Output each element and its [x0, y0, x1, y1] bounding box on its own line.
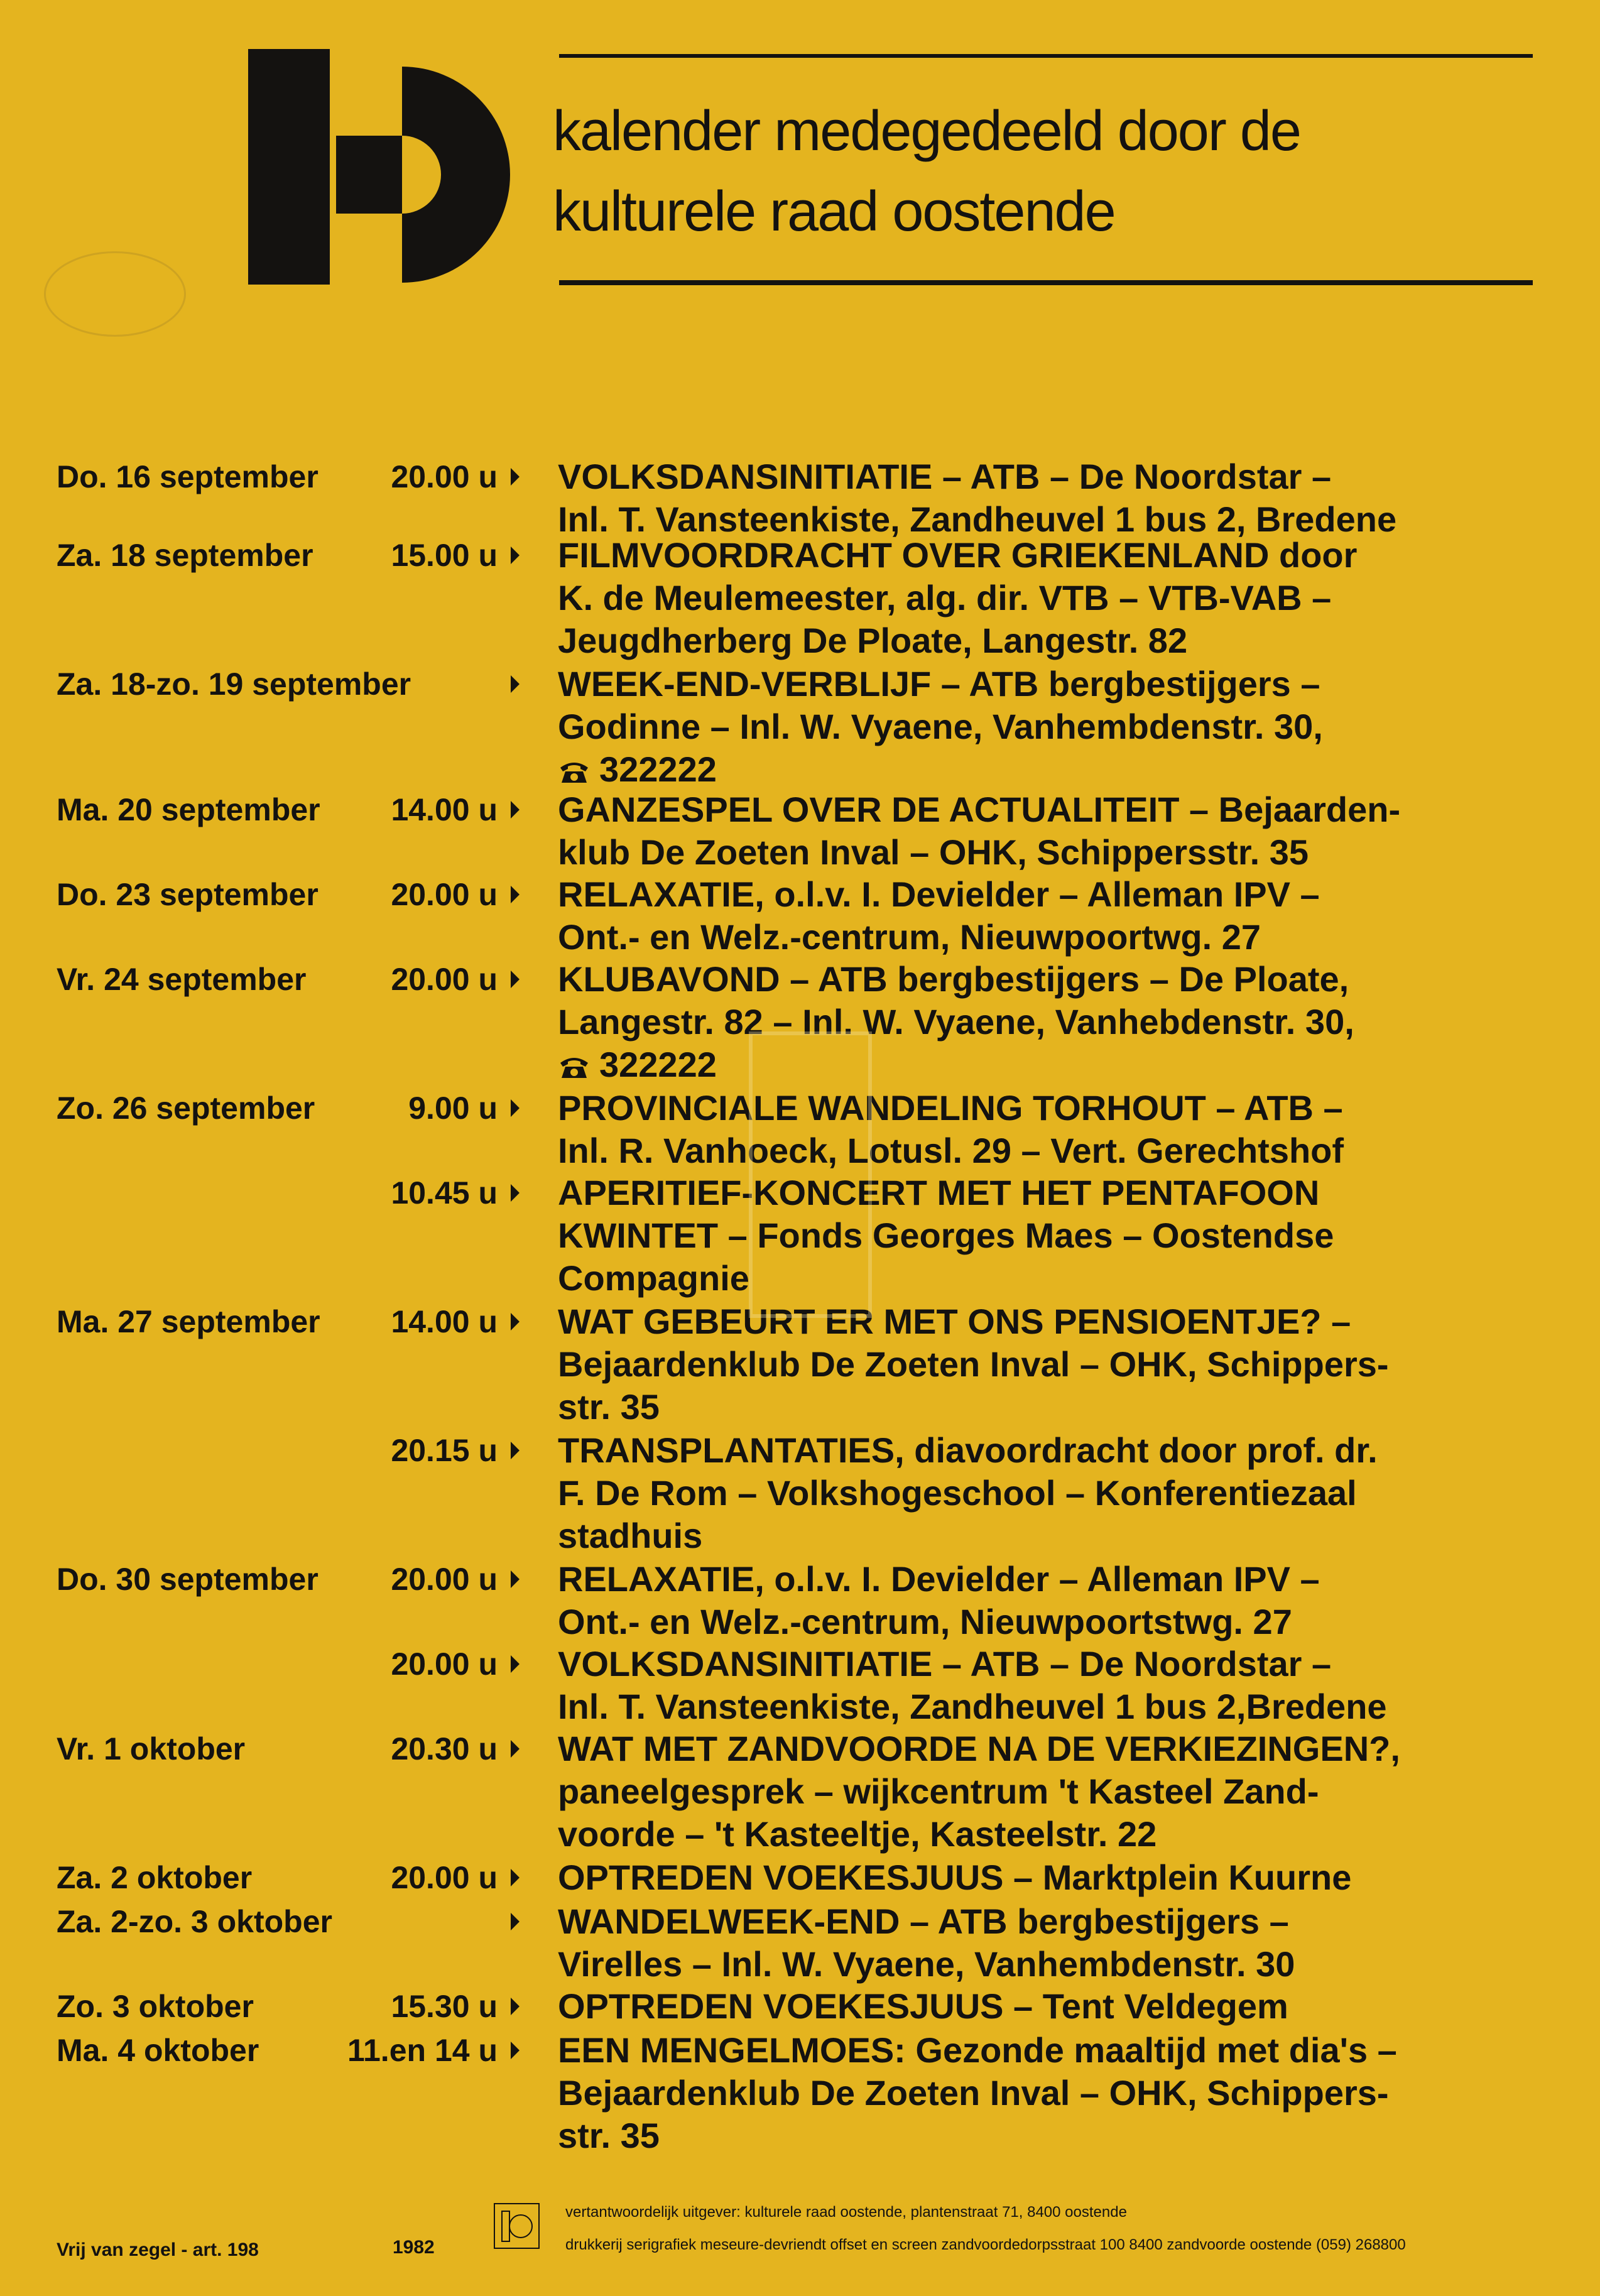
event-description-line: VOLKSDANSINITIATIE – ATB – De Noordstar –	[558, 457, 1332, 496]
event-date: Vr. 1 oktober	[57, 1731, 246, 1766]
event-description	[558, 1727, 1538, 1856]
event-description-line: GANZESPEL OVER DE ACTUALITEIT – Bejaarden-	[558, 790, 1401, 829]
event-date: Do. 30 september	[57, 1562, 318, 1597]
event-date: Za. 2-zo. 3 oktober	[57, 1904, 332, 1939]
footer-year: 1982	[393, 2237, 435, 2258]
event-description-line: FILMVOORDRACHT OVER GRIEKENLAND door	[558, 535, 1358, 575]
arrow-right-icon	[511, 1740, 520, 1758]
event-description-line: str. 35	[558, 2116, 660, 2155]
event-description	[558, 455, 1538, 541]
event-description-line: str. 35	[558, 1387, 660, 1427]
event-description	[558, 1087, 1538, 1172]
event-date: Za. 18-zo. 19 september	[57, 666, 411, 702]
event-description-line: paneelgesprek – wijkcentrum 't Kasteel Zand-	[558, 1771, 1319, 1811]
event-description-line: Compagnie	[558, 1258, 749, 1298]
header-top-rule	[559, 54, 1533, 58]
header-line-1: kalender medegedeeld door de	[553, 100, 1300, 163]
event-description	[558, 1856, 1538, 1899]
arrow-right-icon	[511, 1184, 520, 1202]
event-date: Do. 23 september	[57, 877, 318, 912]
event-description-line: TRANSPLANTATIES, diavoordracht door prof. dr.	[558, 1430, 1378, 1470]
event-description-line: PROVINCIALE WANDELING TORHOUT – ATB –	[558, 1088, 1343, 1128]
event-description	[558, 1643, 1538, 1728]
event-description	[558, 2029, 1538, 2157]
event-time: 20.00 u	[391, 1562, 498, 1597]
event-description-line: KLUBAVOND – ATB bergbestijgers – De Ploate,	[558, 959, 1349, 999]
event-description-line: KWINTET – Fonds Georges Maes – Oostendse	[558, 1216, 1334, 1255]
arrow-right-icon	[511, 1313, 520, 1330]
event-description	[558, 1172, 1538, 1300]
arrow-right-icon	[511, 2042, 520, 2059]
event-description-line: stadhuis	[558, 1516, 703, 1555]
event-date: Zo. 26 september	[57, 1091, 315, 1126]
event-time: 14.00 u	[391, 792, 498, 827]
event-description-line: Langestr. 82 – Inl. W. Vyaene, Vanhebdenstr. 30,	[558, 1002, 1354, 1042]
event-description	[558, 1300, 1538, 1428]
event-time: 14.00 u	[391, 1304, 498, 1339]
event-description-line: EEN MENGELMOES: Gezonde maaltijd met dia's –	[558, 2030, 1397, 2070]
event-date: Ma. 20 september	[57, 792, 320, 827]
event-description-line: Inl. T. Vansteenkiste, Zandheuvel 1 bus 2, Bredene	[558, 499, 1397, 539]
event-time: 20.15 u	[391, 1433, 498, 1468]
event-time: 10.45 u	[391, 1175, 498, 1211]
event-description-line: RELAXATIE, o.l.v. I. Devielder – Alleman IPV –	[558, 1559, 1320, 1599]
event-date: Za. 2 oktober	[57, 1860, 253, 1895]
event-description-line: VOLKSDANSINITIATIE – ATB – De Noordstar –	[558, 1644, 1332, 1684]
arrow-right-icon	[511, 1570, 520, 1588]
event-date: Vr. 24 september	[57, 962, 307, 997]
event-time: 20.00 u	[391, 1860, 498, 1895]
event-description-line: OPTREDEN VOEKESJUUS – Tent Veldegem	[558, 1986, 1288, 2026]
arrow-right-icon	[511, 971, 520, 988]
event-description	[558, 534, 1538, 662]
arrow-right-icon	[511, 468, 520, 486]
arrow-right-icon	[511, 1442, 520, 1459]
event-date: Zo. 3 oktober	[57, 1989, 254, 2024]
event-description	[558, 788, 1538, 874]
arrow-right-icon	[511, 547, 520, 564]
event-time: 9.00 u	[408, 1091, 498, 1126]
kro-logo-icon	[248, 49, 512, 285]
event-description-line: Inl. T. Vansteenkiste, Zandheuvel 1 bus 2,Bredene	[558, 1687, 1387, 1726]
event-time: 15.00 u	[391, 538, 498, 573]
event-description-line: RELAXATIE, o.l.v. I. Devielder – Alleman IPV –	[558, 874, 1320, 914]
arrow-right-icon	[511, 1998, 520, 2015]
header-line-2: kulturele raad oostende	[553, 180, 1115, 243]
event-description	[558, 1900, 1538, 1986]
event-description-line: K. de Meulemeester, alg. dir. VTB – VTB-VAB –	[558, 578, 1332, 618]
event-date: Do. 16 september	[57, 459, 318, 494]
event-date: Ma. 4 oktober	[57, 2033, 259, 2068]
event-description-line	[558, 1043, 1538, 1086]
event-description-line: WAT GEBEURT ER MET ONS PENSIOENTJE? –	[558, 1302, 1351, 1341]
event-description-line	[558, 748, 1538, 791]
arrow-right-icon	[511, 1869, 520, 1886]
phone-number: 322222	[599, 1045, 717, 1084]
event-description	[558, 663, 1538, 791]
event-description-line: Bejaardenklub De Zoeten Inval – OHK, Schippers-	[558, 1344, 1389, 1384]
printer-line: drukkerij serigrafiek meseure-devriendt offset en screen zandvoordedorpsstraat 100 8400 zandvoorde oostende (059) 268800	[565, 2236, 1406, 2253]
header-bottom-rule	[559, 280, 1533, 285]
event-time: 20.00 u	[391, 962, 498, 997]
event-date: Za. 18 september	[57, 538, 313, 573]
event-description-line: voorde – 't Kasteeltje, Kasteelstr. 22	[558, 1814, 1157, 1854]
event-description-line: klub De Zoeten Inval – OHK, Schippersstr. 35	[558, 832, 1309, 872]
arrow-right-icon	[511, 1913, 520, 1930]
event-description-line: Bejaardenklub De Zoeten Inval – OHK, Schippers-	[558, 2073, 1389, 2113]
arrow-right-icon	[511, 886, 520, 903]
arrow-right-icon	[511, 675, 520, 693]
event-time: 20.30 u	[391, 1731, 498, 1766]
watermark-stamp	[748, 1030, 873, 1319]
faded-stamp	[44, 251, 186, 337]
poster-header	[553, 91, 1533, 252]
arrow-right-icon	[511, 1655, 520, 1673]
event-description-line: F. De Rom – Volkshogeschool – Konferentiezaal	[558, 1473, 1357, 1513]
event-description-line: Virelles – Inl. W. Vyaene, Vanhembdenstr. 30	[558, 1944, 1295, 1984]
event-description-line: Godinne – Inl. W. Vyaene, Vanhembdenstr. 30,	[558, 707, 1323, 746]
event-description-line: WEEK-END-VERBLIJF – ATB bergbestijgers –	[558, 664, 1320, 704]
event-description-line: WAT MET ZANDVOORDE NA DE VERKIEZINGEN?,	[558, 1729, 1400, 1768]
event-description-line: Ont.- en Welz.-centrum, Nieuwpoortstwg. 27	[558, 1602, 1292, 1641]
event-description	[558, 1558, 1538, 1643]
event-date: Ma. 27 september	[57, 1304, 320, 1339]
telephone-icon	[558, 759, 590, 784]
event-description-line: Jeugdherberg De Ploate, Langestr. 82	[558, 621, 1188, 660]
footer-stamp-text: Vrij van zegel - art. 198	[57, 2239, 259, 2260]
telephone-icon	[558, 1054, 590, 1079]
event-description	[558, 873, 1538, 959]
arrow-right-icon	[511, 1099, 520, 1117]
event-description-line: OPTREDEN VOEKESJUUS – Marktplein Kuurne	[558, 1858, 1352, 1897]
event-time: 15.30 u	[391, 1989, 498, 2024]
event-time: 20.00 u	[391, 877, 498, 912]
event-time: 11.en 14 u	[347, 2033, 498, 2068]
footer-publisher	[565, 2196, 1406, 2261]
event-time: 20.00 u	[391, 1646, 498, 1682]
event-description	[558, 1429, 1538, 1557]
arrow-right-icon	[511, 801, 520, 819]
small-logo-icon	[493, 2202, 540, 2250]
event-description-line: APERITIEF-KONCERT MET HET PENTAFOON	[558, 1173, 1320, 1212]
event-description	[558, 1985, 1538, 2028]
event-description-line: Inl. R. Vanhoeck, Lotusl. 29 – Vert. Gerechtshof	[558, 1131, 1344, 1170]
event-description-line: Ont.- en Welz.-centrum, Nieuwpoortwg. 27	[558, 917, 1261, 957]
publisher-line: vertantwoordelijk uitgever: kulturele raad oostende, plantenstraat 71, 8400 oostende	[565, 2204, 1127, 2221]
event-time: 20.00 u	[391, 459, 498, 494]
event-description-line: WANDELWEEK-END – ATB bergbestijgers –	[558, 1902, 1289, 1941]
phone-number: 322222	[599, 749, 717, 789]
event-description	[558, 958, 1538, 1086]
